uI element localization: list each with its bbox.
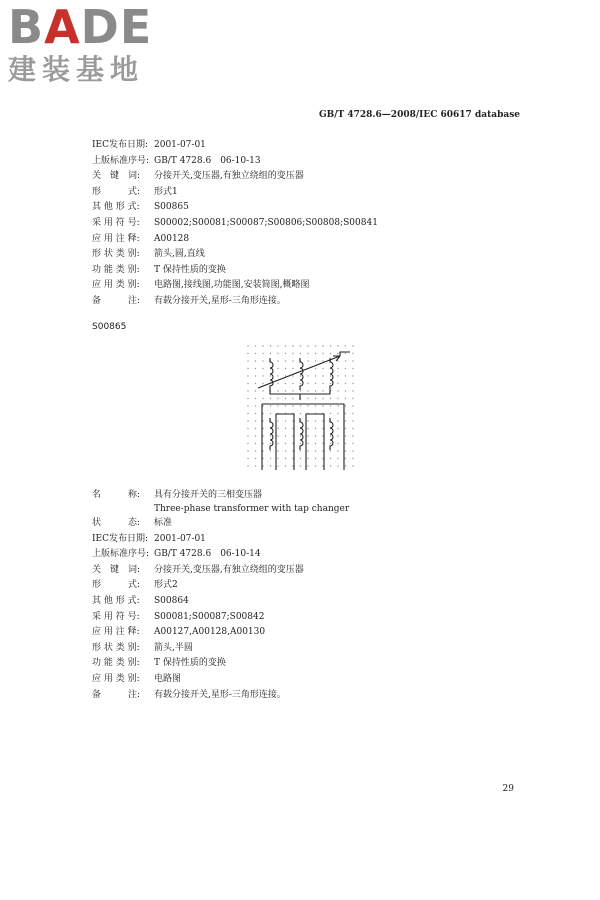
grid-dot — [247, 458, 248, 459]
grid-dot — [322, 398, 323, 399]
grid-dot — [307, 428, 308, 429]
grid-dot — [345, 405, 346, 406]
field-label: 形 式: — [92, 580, 141, 591]
grid-dot — [345, 428, 346, 429]
grid-dot — [292, 405, 293, 406]
symbol-code: S00865 — [92, 322, 127, 332]
grid-dot — [285, 368, 286, 369]
grid-dot — [300, 413, 301, 414]
grid-dot — [315, 390, 316, 391]
grid-dot — [352, 428, 353, 429]
field-row — [92, 247, 378, 263]
grid-dot — [322, 368, 323, 369]
grid-dot — [247, 353, 248, 354]
grid-dot — [352, 413, 353, 414]
grid-dot — [352, 360, 353, 361]
field-row — [92, 563, 349, 579]
field-value: 形式2 — [154, 580, 178, 591]
grid-dot — [337, 420, 338, 421]
transformer-symbol-diagram — [244, 342, 362, 470]
grid-dot — [315, 360, 316, 361]
field-label: 采 用 符 号: — [92, 217, 140, 228]
grid-dot — [255, 398, 256, 399]
grid-dot — [330, 413, 331, 414]
tap-lead — [340, 352, 350, 356]
grid-dot — [330, 345, 331, 346]
field-value: S00081;S00087;S00842 — [154, 611, 265, 622]
grid-dot — [247, 398, 248, 399]
grid-dot — [262, 360, 263, 361]
field-value: A00128 — [154, 233, 190, 244]
grid-dot — [255, 435, 256, 436]
grid-dot — [247, 405, 248, 406]
grid-dot — [262, 368, 263, 369]
field-row — [92, 610, 349, 626]
field-value: 箭头,半圆 — [154, 642, 193, 653]
grid-dot — [315, 398, 316, 399]
grid-dot — [337, 390, 338, 391]
grid-dot — [315, 435, 316, 436]
grid-dot — [300, 458, 301, 459]
grid-dot — [352, 458, 353, 459]
grid-dot — [315, 443, 316, 444]
grid-dot — [352, 383, 353, 384]
grid-dot — [262, 383, 263, 384]
grid-dot — [300, 443, 301, 444]
grid-dot — [330, 443, 331, 444]
grid-dot — [337, 465, 338, 466]
grid-dot — [255, 458, 256, 459]
grid-dot — [277, 383, 278, 384]
grid-dot — [322, 375, 323, 376]
grid-dot — [345, 420, 346, 421]
grid-dot — [315, 345, 316, 346]
grid-dot — [277, 390, 278, 391]
page-number: 29 — [502, 784, 514, 794]
grid-dot — [247, 360, 248, 361]
grid-dot — [337, 360, 338, 361]
grid-dot — [330, 458, 331, 459]
grid-dot — [270, 435, 271, 436]
grid-dot — [307, 353, 308, 354]
grid-dot — [337, 353, 338, 354]
grid-dot — [285, 405, 286, 406]
grid-dot — [300, 383, 301, 384]
grid-dot — [255, 405, 256, 406]
grid-dot — [337, 450, 338, 451]
grid-dot — [285, 443, 286, 444]
grid-dot — [352, 375, 353, 376]
grid-dot — [337, 458, 338, 459]
grid-dot — [247, 435, 248, 436]
field-value: 箭头,圆,直线 — [154, 249, 205, 260]
grid-dot — [345, 450, 346, 451]
grid-dot — [277, 428, 278, 429]
field-label: 应 用 注 释: — [92, 627, 140, 638]
field-label: 形 式: — [92, 186, 141, 197]
grid-dot — [262, 353, 263, 354]
field-row — [92, 294, 378, 310]
grid-dot — [285, 428, 286, 429]
grid-dot — [307, 345, 308, 346]
grid-dot — [352, 435, 353, 436]
grid-dot — [337, 375, 338, 376]
grid-dot — [330, 450, 331, 451]
field-row — [92, 185, 378, 201]
grid-dot — [337, 345, 338, 346]
field-label: 备 注: — [92, 295, 141, 306]
logo-brand: BADE — [8, 0, 153, 54]
grid-dot — [300, 435, 301, 436]
grid-dot — [352, 465, 353, 466]
grid-dot — [247, 390, 248, 391]
field-label: 上版标准序号: — [92, 549, 150, 560]
grid-dot — [322, 353, 323, 354]
field-value: 电路图,接线图,功能图,安装简图,概略图 — [154, 280, 310, 291]
grid-dot — [285, 353, 286, 354]
grid-dot — [255, 390, 256, 391]
logo-subtitle: 建装基地 — [8, 53, 145, 86]
name-row — [92, 488, 349, 516]
grid-dot — [330, 375, 331, 376]
field-label: 采 用 符 号: — [92, 611, 140, 622]
grid-dot — [315, 353, 316, 354]
grid-dot — [255, 368, 256, 369]
grid-dot — [270, 458, 271, 459]
field-value: S00865 — [154, 202, 189, 213]
grid-dot — [352, 368, 353, 369]
field-row — [92, 532, 349, 548]
grid-dot — [292, 345, 293, 346]
symbol-name-en: Three-phase transformer with tap changer — [154, 504, 350, 514]
bade-logo — [8, 0, 178, 96]
transformer-drawing — [258, 352, 350, 470]
grid-dot — [300, 405, 301, 406]
grid-dot — [307, 435, 308, 436]
secondary-coil-1 — [270, 418, 273, 450]
grid-dot — [270, 443, 271, 444]
field-label: 应 用 类 别: — [92, 673, 140, 684]
grid-dot — [322, 390, 323, 391]
field-row — [92, 232, 378, 248]
grid-dot — [255, 450, 256, 451]
grid-dot — [345, 465, 346, 466]
grid-dot — [255, 428, 256, 429]
field-label: 功 能 类 别: — [92, 658, 140, 669]
grid-dot — [352, 450, 353, 451]
field-row — [92, 516, 349, 532]
field-label: IEC发布日期: — [92, 533, 149, 544]
secondary-coil-2 — [300, 418, 303, 450]
grid-dot — [262, 375, 263, 376]
grid-dot — [337, 428, 338, 429]
grid-dot — [285, 383, 286, 384]
grid-dot — [277, 465, 278, 466]
grid-dot — [292, 390, 293, 391]
grid-dot — [315, 428, 316, 429]
grid-dot — [307, 383, 308, 384]
grid-dot — [247, 383, 248, 384]
grid-dot — [337, 368, 338, 369]
grid-dot — [270, 353, 271, 354]
grid-dot — [307, 420, 308, 421]
field-value: GB/T 4728.6 06-10-13 — [154, 155, 261, 166]
grid-dot — [277, 368, 278, 369]
grid-dot — [315, 368, 316, 369]
grid-dot — [307, 465, 308, 466]
grid-dot — [285, 420, 286, 421]
grid-dot — [277, 398, 278, 399]
secondary-coil-3 — [330, 418, 333, 450]
grid-dot — [352, 353, 353, 354]
grid-dot — [270, 465, 271, 466]
field-row — [92, 672, 349, 688]
grid-dot — [352, 345, 353, 346]
grid-dot — [247, 368, 248, 369]
field-label: 功 能 类 别: — [92, 264, 140, 275]
grid-dot — [337, 405, 338, 406]
grid-dot — [345, 413, 346, 414]
field-value: 有载分接开关,星形-三角形连接。 — [154, 295, 286, 306]
grid-dot — [352, 390, 353, 391]
grid-dot — [277, 435, 278, 436]
field-label: 关 键 词: — [92, 564, 141, 575]
grid-dot — [292, 353, 293, 354]
grid-dot — [285, 360, 286, 361]
grid-dot — [255, 375, 256, 376]
grid-dot — [330, 435, 331, 436]
field-row — [92, 263, 378, 279]
grid-dot — [247, 413, 248, 414]
grid-dot — [330, 465, 331, 466]
grid-dot — [300, 465, 301, 466]
grid-dot — [337, 383, 338, 384]
grid-dot — [247, 465, 248, 466]
field-value: 形式1 — [154, 186, 178, 197]
field-label: 形 状 类 别: — [92, 249, 140, 260]
field-row — [92, 594, 349, 610]
grid-dot — [345, 345, 346, 346]
grid-dot — [285, 398, 286, 399]
field-label: 状 态: — [92, 518, 141, 528]
grid-dot — [322, 383, 323, 384]
grid-dot — [247, 375, 248, 376]
grid-dot — [330, 405, 331, 406]
grid-dot — [270, 413, 271, 414]
grid-dot — [285, 458, 286, 459]
grid-dot — [307, 375, 308, 376]
grid-dot — [277, 353, 278, 354]
grid-dot — [345, 353, 346, 354]
grid-dot — [292, 398, 293, 399]
grid-dot — [277, 405, 278, 406]
grid-dot — [300, 345, 301, 346]
field-row — [92, 656, 349, 672]
grid-dot — [307, 390, 308, 391]
field-row — [92, 578, 349, 594]
grid-dot — [255, 443, 256, 444]
field-value: S00864 — [154, 595, 189, 606]
grid-dot — [285, 390, 286, 391]
field-label: 名 称: — [92, 490, 141, 500]
grid-dot — [277, 443, 278, 444]
grid-dot — [277, 345, 278, 346]
standard-header: GB/T 4728.6—2008/IEC 60617 database — [318, 110, 520, 120]
field-value: 分接开关,变压器,有独立绕组的变压器 — [154, 171, 304, 182]
grid-dot — [345, 390, 346, 391]
grid-dot — [315, 465, 316, 466]
grid-dot — [315, 383, 316, 384]
grid-dot — [300, 390, 301, 391]
field-label: IEC发布日期: — [92, 140, 149, 150]
grid-dot — [255, 345, 256, 346]
field-label: 应 用 注 释: — [92, 233, 140, 244]
grid-dot — [247, 428, 248, 429]
grid-dot — [247, 450, 248, 451]
grid-dot — [285, 435, 286, 436]
grid-dot — [307, 405, 308, 406]
grid-dot — [262, 390, 263, 391]
grid-dot — [322, 360, 323, 361]
field-row — [92, 278, 378, 294]
field-value: GB/T 4728.6 06-10-14 — [154, 549, 261, 560]
grid-dot — [255, 360, 256, 361]
grid-dot — [247, 420, 248, 421]
field-row — [92, 625, 349, 641]
grid-dot — [255, 383, 256, 384]
grid-dot — [322, 405, 323, 406]
field-label: 其 他 形 式: — [92, 595, 140, 606]
grid-dot — [315, 450, 316, 451]
grid-dot — [270, 398, 271, 399]
grid-dot — [277, 450, 278, 451]
grid-dot — [277, 420, 278, 421]
grid-dot — [292, 360, 293, 361]
grid-dot — [247, 443, 248, 444]
grid-dot — [277, 360, 278, 361]
grid-dot — [337, 443, 338, 444]
grid-dot — [255, 353, 256, 354]
grid-dot — [292, 368, 293, 369]
grid-dot — [345, 375, 346, 376]
grid-dot — [300, 450, 301, 451]
grid-dot — [300, 375, 301, 376]
grid-dot — [315, 420, 316, 421]
grid-dot — [337, 435, 338, 436]
grid-dot — [270, 450, 271, 451]
grid-dot — [345, 458, 346, 459]
grid-dot — [255, 420, 256, 421]
grid-dot — [262, 398, 263, 399]
grid-dot — [352, 398, 353, 399]
field-row — [92, 138, 378, 154]
grid-dot — [345, 443, 346, 444]
grid-dot — [345, 398, 346, 399]
field-value: 2001-07-01 — [154, 533, 206, 544]
grid-dot — [270, 375, 271, 376]
field-row — [92, 216, 378, 232]
primary-coil-1 — [270, 358, 273, 390]
field-label: 应 用 类 别: — [92, 280, 140, 291]
symbol-name-zh: 具有分接开关的三相变压器 — [154, 490, 263, 500]
star-connection — [270, 390, 330, 400]
grid-dot — [270, 405, 271, 406]
grid-dot — [315, 458, 316, 459]
grid-dot — [322, 345, 323, 346]
grid-dot — [307, 458, 308, 459]
grid-dot — [345, 435, 346, 436]
field-value: 有载分接开关,星形-三角形连接。 — [154, 689, 286, 700]
field-value: 电路图 — [154, 673, 182, 684]
entry1-block — [92, 138, 378, 310]
field-value: 2001-07-01 — [154, 140, 206, 150]
grid-dot — [247, 345, 248, 346]
grid-dot — [285, 450, 286, 451]
field-row — [92, 547, 349, 563]
grid-dot — [307, 360, 308, 361]
grid-dot — [330, 398, 331, 399]
field-row — [92, 154, 378, 170]
grid-dot — [307, 443, 308, 444]
grid-dot — [285, 465, 286, 466]
grid-dot — [330, 353, 331, 354]
primary-coil-2 — [300, 358, 303, 390]
entry2-block — [92, 488, 349, 703]
grid-dot — [337, 398, 338, 399]
field-label: 形 状 类 别: — [92, 642, 140, 653]
field-label: 关 键 词: — [92, 171, 141, 182]
grid-dot — [285, 345, 286, 346]
grid-dot — [292, 383, 293, 384]
grid-dot — [345, 383, 346, 384]
grid-dot — [307, 398, 308, 399]
field-row — [92, 169, 378, 185]
field-row — [92, 200, 378, 216]
grid-dot — [330, 383, 331, 384]
field-row — [92, 688, 349, 704]
field-label: 上版标准序号: — [92, 155, 150, 166]
grid-dot — [292, 375, 293, 376]
grid-dot — [307, 450, 308, 451]
grid-dot — [315, 405, 316, 406]
field-value: A00127,A00128,A00130 — [154, 627, 266, 638]
field-value: T 保持性质的变换 — [154, 658, 226, 669]
grid-dot — [352, 420, 353, 421]
grid-dot — [345, 360, 346, 361]
grid-dot — [300, 353, 301, 354]
primary-coil-3 — [330, 358, 333, 390]
grid-dot — [345, 368, 346, 369]
grid-dot — [352, 443, 353, 444]
grid-dot — [262, 345, 263, 346]
grid-dot — [315, 375, 316, 376]
grid-dot — [277, 458, 278, 459]
grid-dot — [255, 465, 256, 466]
field-value: 标准 — [154, 518, 173, 528]
field-value: 分接开关,变压器,有独立绕组的变压器 — [154, 564, 304, 575]
field-value: S00002;S00081;S00087;S00806;S00808;S00841 — [154, 217, 378, 228]
field-label: 备 注: — [92, 689, 141, 700]
field-value: T 保持性质的变换 — [154, 264, 226, 275]
grid-dot — [277, 375, 278, 376]
grid-dot — [352, 405, 353, 406]
field-row — [92, 641, 349, 657]
grid-dot — [270, 345, 271, 346]
field-label: 其 他 形 式: — [92, 202, 140, 213]
grid-dot — [337, 413, 338, 414]
grid-dot — [255, 413, 256, 414]
